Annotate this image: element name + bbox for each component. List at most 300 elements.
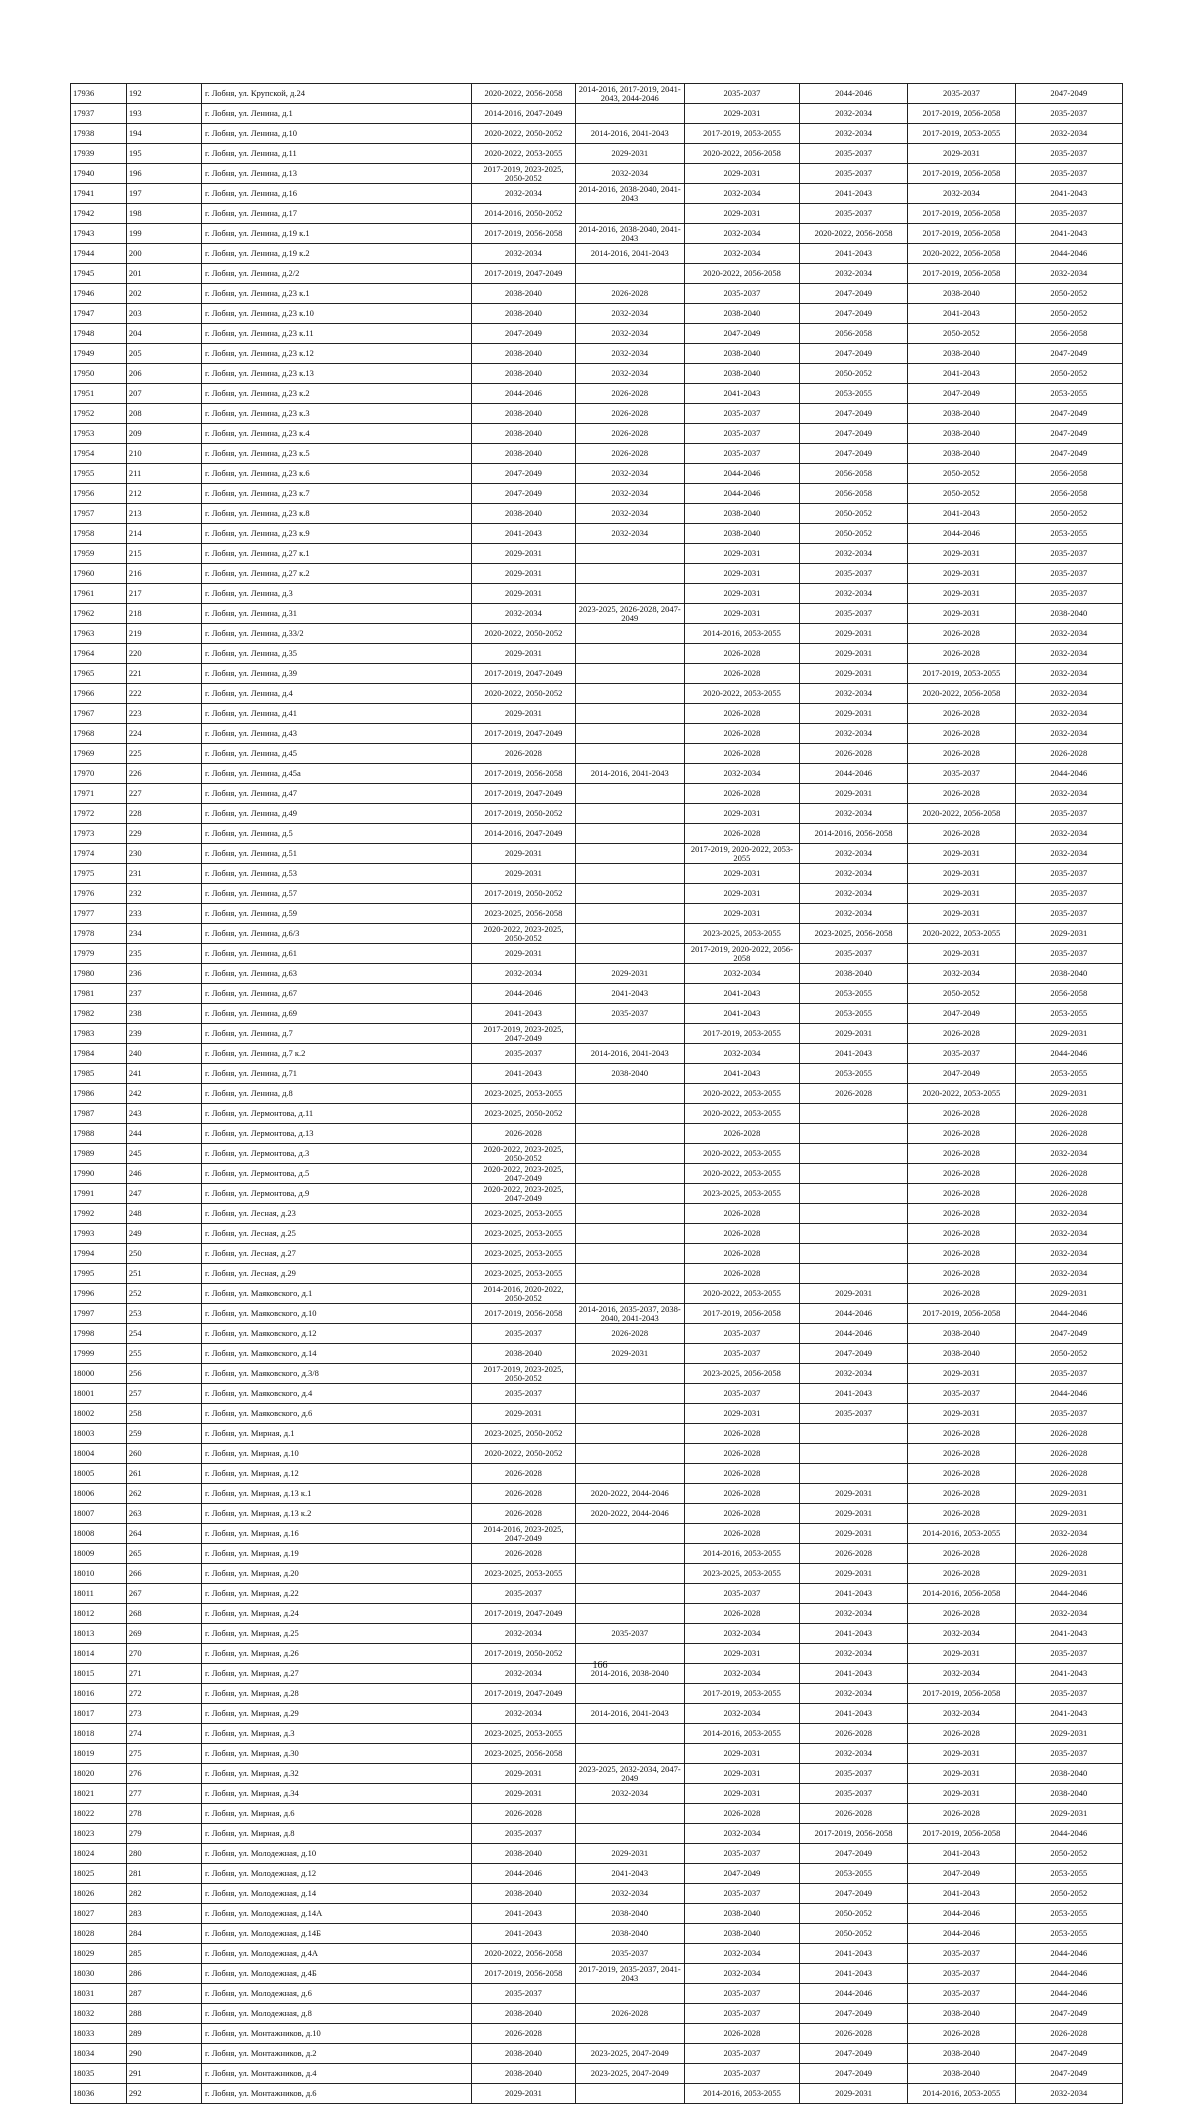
cell-period-1: 2020-2022, 2050-2052	[472, 1444, 575, 1464]
cell-period-4	[799, 1144, 907, 1164]
cell-period-2	[575, 1124, 684, 1144]
cell-period-5: 2035-2037	[908, 1984, 1015, 2004]
cell-period-3: 2041-2043	[684, 1004, 799, 1024]
table-row	[71, 644, 1123, 664]
cell-period-1: 2047-2049	[472, 484, 575, 504]
cell-period-6: 2053-2055	[1015, 1004, 1122, 1024]
cell-period-6: 2044-2046	[1015, 764, 1122, 784]
cell-period-2	[575, 564, 684, 584]
cell-period-4: 2032-2034	[799, 544, 907, 564]
cell-period-4: 2014-2016, 2056-2058	[799, 824, 907, 844]
cell-period-2	[575, 1464, 684, 1484]
cell-period-1: 2041-2043	[472, 1064, 575, 1084]
cell-period-6: 2047-2049	[1015, 2064, 1122, 2084]
cell-period-4: 2029-2031	[799, 1504, 907, 1524]
cell-period-2	[575, 1804, 684, 1824]
cell-row-number: 18004	[71, 1444, 127, 1464]
cell-period-4: 2041-2043	[799, 244, 907, 264]
cell-period-3: 2020-2022, 2053-2055	[684, 684, 799, 704]
cell-item-number: 234	[126, 924, 201, 944]
table-row	[71, 84, 1123, 104]
cell-period-2	[575, 824, 684, 844]
cell-period-1: 2017-2019, 2047-2049	[472, 724, 575, 744]
cell-address: г. Лобня, ул. Ленина, д.2/2	[201, 264, 472, 284]
cell-period-6: 2044-2046	[1015, 1824, 1122, 1844]
cell-period-5: 2026-2028	[908, 624, 1015, 644]
cell-period-3: 2035-2037	[684, 2004, 799, 2024]
cell-row-number: 18019	[71, 1744, 127, 1764]
cell-period-5: 2014-2016, 2053-2055	[908, 2084, 1015, 2104]
cell-row-number: 17955	[71, 464, 127, 484]
cell-row-number: 18016	[71, 1684, 127, 1704]
cell-address: г. Лобня, ул. Ленина, д.35	[201, 644, 472, 664]
table-row	[71, 2024, 1123, 2044]
cell-address: г. Лобня, ул. Ленина, д.5	[201, 824, 472, 844]
cell-period-4: 2056-2058	[799, 324, 907, 344]
cell-address: г. Лобня, ул. Мирная, д.16	[201, 1524, 472, 1544]
cell-period-6: 2026-2028	[1015, 1444, 1122, 1464]
cell-period-4: 2029-2031	[799, 704, 907, 724]
cell-period-6: 2047-2049	[1015, 344, 1122, 364]
table-row	[71, 604, 1123, 624]
cell-period-2	[575, 684, 684, 704]
cell-address: г. Лобня, ул. Ленина, д.13	[201, 164, 472, 184]
cell-period-6: 2032-2034	[1015, 1264, 1122, 1284]
cell-row-number: 18036	[71, 2084, 127, 2104]
cell-period-1: 2020-2022, 2023-2025, 2050-2052	[472, 924, 575, 944]
cell-period-6: 2050-2052	[1015, 1844, 1122, 1864]
cell-period-5: 2047-2049	[908, 1864, 1015, 1884]
cell-address: г. Лобня, ул. Маяковского, д.12	[201, 1324, 472, 1344]
cell-period-5: 2026-2028	[908, 1264, 1015, 1284]
cell-period-4: 2053-2055	[799, 1064, 907, 1084]
cell-period-6: 2032-2034	[1015, 1524, 1122, 1544]
cell-period-4: 2017-2019, 2056-2058	[799, 1824, 907, 1844]
cell-address: г. Лобня, ул. Молодежная, д.4Б	[201, 1964, 472, 1984]
cell-period-2: 2017-2019, 2035-2037, 2041-2043	[575, 1964, 684, 1984]
cell-period-3: 2026-2028	[684, 1804, 799, 1824]
cell-row-number: 18010	[71, 1564, 127, 1584]
cell-period-5: 2029-2031	[908, 1764, 1015, 1784]
cell-period-4: 2053-2055	[799, 384, 907, 404]
cell-item-number: 261	[126, 1464, 201, 1484]
cell-item-number: 263	[126, 1504, 201, 1524]
cell-address: г. Лобня, ул. Ленина, д.47	[201, 784, 472, 804]
table-row	[71, 304, 1123, 324]
table-row	[71, 224, 1123, 244]
cell-period-2: 2035-2037	[575, 1004, 684, 1024]
cell-period-2	[575, 884, 684, 904]
table-row	[71, 2084, 1123, 2104]
cell-address: г. Лобня, ул. Мирная, д.13 к.1	[201, 1484, 472, 1504]
cell-item-number: 204	[126, 324, 201, 344]
cell-period-3: 2032-2034	[684, 1044, 799, 1064]
cell-period-4: 2032-2034	[799, 584, 907, 604]
cell-period-1: 2023-2025, 2053-2055	[472, 1264, 575, 1284]
cell-item-number: 201	[126, 264, 201, 284]
cell-address: г. Лобня, ул. Ленина, д.1	[201, 104, 472, 124]
cell-item-number: 223	[126, 704, 201, 724]
cell-row-number: 18026	[71, 1884, 127, 1904]
cell-period-4: 2032-2034	[799, 264, 907, 284]
cell-period-2: 2035-2037	[575, 1624, 684, 1644]
cell-period-5: 2041-2043	[908, 1884, 1015, 1904]
cell-period-2	[575, 1744, 684, 1764]
cell-item-number: 291	[126, 2064, 201, 2084]
cell-period-3: 2029-2031	[684, 104, 799, 124]
cell-period-1: 2014-2016, 2047-2049	[472, 824, 575, 844]
cell-period-2: 2035-2037	[575, 1944, 684, 1964]
cell-period-1: 2041-2043	[472, 1004, 575, 1024]
cell-period-1: 2017-2019, 2047-2049	[472, 1604, 575, 1624]
cell-row-number: 18008	[71, 1524, 127, 1544]
cell-period-4: 2044-2046	[799, 1984, 907, 2004]
cell-period-1: 2014-2016, 2050-2052	[472, 204, 575, 224]
cell-period-6: 2038-2040	[1015, 1784, 1122, 1804]
cell-address: г. Лобня, ул. Ленина, д.51	[201, 844, 472, 864]
cell-period-3: 2032-2034	[684, 1664, 799, 1684]
cell-item-number: 229	[126, 824, 201, 844]
cell-row-number: 17966	[71, 684, 127, 704]
cell-address: г. Лобня, ул. Мирная, д.6	[201, 1804, 472, 1824]
cell-address: г. Лобня, ул. Ленина, д.27 к.2	[201, 564, 472, 584]
table-row	[71, 1204, 1123, 1224]
cell-period-5: 2041-2043	[908, 364, 1015, 384]
cell-item-number: 279	[126, 1824, 201, 1844]
cell-period-2	[575, 1404, 684, 1424]
cell-period-4: 2035-2037	[799, 144, 907, 164]
cell-row-number: 17959	[71, 544, 127, 564]
table-row	[71, 124, 1123, 144]
cell-address: г. Лобня, ул. Мирная, д.10	[201, 1444, 472, 1464]
cell-period-2: 2032-2034	[575, 484, 684, 504]
cell-item-number: 271	[126, 1664, 201, 1684]
cell-address: г. Лобня, ул. Молодежная, д.10	[201, 1844, 472, 1864]
cell-period-5: 2032-2034	[908, 1704, 1015, 1724]
cell-period-2: 2029-2031	[575, 964, 684, 984]
cell-period-5: 2017-2019, 2056-2058	[908, 264, 1015, 284]
cell-period-1: 2026-2028	[472, 1464, 575, 1484]
cell-period-1: 2032-2034	[472, 1664, 575, 1684]
cell-address: г. Лобня, ул. Молодежная, д.6	[201, 1984, 472, 2004]
table-row	[71, 1304, 1123, 1324]
cell-item-number: 253	[126, 1304, 201, 1324]
cell-period-6: 2044-2046	[1015, 1984, 1122, 2004]
cell-period-2	[575, 2084, 684, 2104]
cell-item-number: 231	[126, 864, 201, 884]
cell-period-6: 2026-2028	[1015, 1104, 1122, 1124]
cell-period-4: 2035-2037	[799, 944, 907, 964]
cell-period-5: 2041-2043	[908, 1844, 1015, 1864]
cell-address: г. Лобня, ул. Мирная, д.3	[201, 1724, 472, 1744]
cell-item-number: 210	[126, 444, 201, 464]
cell-period-6: 2032-2034	[1015, 264, 1122, 284]
cell-period-2: 2032-2034	[575, 524, 684, 544]
cell-period-1: 2014-2016, 2023-2025, 2047-2049	[472, 1524, 575, 1544]
cell-address: г. Лобня, ул. Мирная, д.24	[201, 1604, 472, 1624]
table-row	[71, 1584, 1123, 1604]
cell-period-1: 2032-2034	[472, 184, 575, 204]
cell-item-number: 265	[126, 1544, 201, 1564]
cell-period-5: 2038-2040	[908, 444, 1015, 464]
cell-item-number: 207	[126, 384, 201, 404]
cell-row-number: 17960	[71, 564, 127, 584]
cell-period-3: 2038-2040	[684, 504, 799, 524]
cell-period-3: 2020-2022, 2053-2055	[684, 1164, 799, 1184]
cell-row-number: 17998	[71, 1324, 127, 1344]
cell-period-6: 2029-2031	[1015, 1504, 1122, 1524]
cell-period-5: 2029-2031	[908, 1404, 1015, 1424]
cell-period-6: 2032-2034	[1015, 664, 1122, 684]
cell-item-number: 209	[126, 424, 201, 444]
cell-row-number: 18027	[71, 1904, 127, 1924]
cell-address: г. Лобня, ул. Ленина, д.23 к.11	[201, 324, 472, 344]
cell-address: г. Лобня, ул. Ленина, д.23 к.12	[201, 344, 472, 364]
cell-period-2: 2014-2016, 2038-2040, 2041-2043	[575, 184, 684, 204]
cell-item-number: 247	[126, 1184, 201, 1204]
cell-row-number: 17999	[71, 1344, 127, 1364]
cell-address: г. Лобня, ул. Ленина, д.23 к.3	[201, 404, 472, 424]
cell-period-5: 2029-2031	[908, 144, 1015, 164]
cell-period-2: 2026-2028	[575, 2004, 684, 2024]
cell-address: г. Лобня, ул. Мирная, д.27	[201, 1664, 472, 1684]
cell-address: г. Лобня, ул. Ленина, д.61	[201, 944, 472, 964]
cell-period-3: 2026-2028	[684, 1524, 799, 1544]
cell-period-6: 2035-2037	[1015, 1684, 1122, 1704]
cell-row-number: 17973	[71, 824, 127, 844]
cell-period-3: 2017-2019, 2053-2055	[684, 1024, 799, 1044]
cell-address: г. Лобня, ул. Мирная, д.32	[201, 1764, 472, 1784]
cell-period-4: 2029-2031	[799, 1284, 907, 1304]
cell-period-2	[575, 584, 684, 604]
table-row	[71, 584, 1123, 604]
cell-item-number: 281	[126, 1864, 201, 1884]
cell-period-6: 2038-2040	[1015, 964, 1122, 984]
cell-period-5: 2029-2031	[908, 1644, 1015, 1664]
cell-address: г. Лобня, ул. Мирная, д.20	[201, 1564, 472, 1584]
cell-period-3: 2041-2043	[684, 384, 799, 404]
cell-period-6: 2053-2055	[1015, 384, 1122, 404]
cell-period-2	[575, 1824, 684, 1844]
cell-address: г. Лобня, ул. Молодежная, д.14Б	[201, 1924, 472, 1944]
table-row	[71, 684, 1123, 704]
cell-item-number: 217	[126, 584, 201, 604]
cell-row-number: 17956	[71, 484, 127, 504]
cell-period-1: 2038-2040	[472, 2044, 575, 2064]
cell-period-1: 2038-2040	[472, 2064, 575, 2084]
cell-period-4	[799, 1424, 907, 1444]
cell-row-number: 17948	[71, 324, 127, 344]
table-row	[71, 624, 1123, 644]
cell-item-number: 272	[126, 1684, 201, 1704]
cell-period-5: 2029-2031	[908, 1744, 1015, 1764]
table-row	[71, 1484, 1123, 1504]
cell-address: г. Лобня, ул. Ленина, д.57	[201, 884, 472, 904]
cell-period-4: 2047-2049	[799, 304, 907, 324]
table-row	[71, 1224, 1123, 1244]
table-row	[71, 1364, 1123, 1384]
cell-period-4: 2047-2049	[799, 284, 907, 304]
cell-period-1: 2023-2025, 2053-2055	[472, 1204, 575, 1224]
cell-period-3: 2035-2037	[684, 404, 799, 424]
cell-item-number: 213	[126, 504, 201, 524]
cell-period-3: 2032-2034	[684, 1964, 799, 1984]
cell-period-3: 2038-2040	[684, 364, 799, 384]
cell-address: г. Лобня, ул. Мирная, д.8	[201, 1824, 472, 1844]
cell-period-4: 2056-2058	[799, 484, 907, 504]
cell-period-3: 2026-2028	[684, 824, 799, 844]
cell-period-5: 2038-2040	[908, 404, 1015, 424]
cell-period-3: 2026-2028	[684, 1424, 799, 1444]
cell-period-2	[575, 1604, 684, 1624]
cell-item-number: 280	[126, 1844, 201, 1864]
cell-period-4: 2038-2040	[799, 964, 907, 984]
cell-item-number: 192	[126, 84, 201, 104]
cell-period-2	[575, 624, 684, 644]
cell-period-3: 2035-2037	[684, 2044, 799, 2064]
cell-period-3: 2026-2028	[684, 664, 799, 684]
cell-item-number: 232	[126, 884, 201, 904]
cell-address: г. Лобня, ул. Ленина, д.71	[201, 1064, 472, 1084]
cell-period-1: 2038-2040	[472, 504, 575, 524]
cell-address: г. Лобня, ул. Ленина, д.63	[201, 964, 472, 984]
cell-address: г. Лобня, ул. Ленина, д.23 к.5	[201, 444, 472, 464]
cell-row-number: 18007	[71, 1504, 127, 1524]
cell-address: г. Лобня, ул. Ленина, д.8	[201, 1084, 472, 1104]
cell-address: г. Лобня, ул. Лесная, д.29	[201, 1264, 472, 1284]
cell-item-number: 215	[126, 544, 201, 564]
cell-period-3: 2032-2034	[684, 244, 799, 264]
cell-period-5: 2026-2028	[908, 1244, 1015, 1264]
cell-item-number: 241	[126, 1064, 201, 1084]
cell-period-2	[575, 844, 684, 864]
cell-period-1: 2029-2031	[472, 944, 575, 964]
cell-address: г. Лобня, ул. Молодежная, д.12	[201, 1864, 472, 1884]
cell-row-number: 18035	[71, 2064, 127, 2084]
cell-row-number: 18033	[71, 2024, 127, 2044]
table-row	[71, 1744, 1123, 1764]
cell-period-1: 2038-2040	[472, 344, 575, 364]
cell-period-5: 2026-2028	[908, 784, 1015, 804]
cell-period-6: 2026-2028	[1015, 1544, 1122, 1564]
cell-row-number: 17983	[71, 1024, 127, 1044]
cell-period-3: 2035-2037	[684, 1384, 799, 1404]
cell-address: г. Лобня, ул. Лермонтова, д.11	[201, 1104, 472, 1124]
cell-period-6: 2032-2034	[1015, 124, 1122, 144]
cell-period-6: 2035-2037	[1015, 944, 1122, 964]
cell-period-6: 2047-2049	[1015, 2044, 1122, 2064]
cell-address: г. Лобня, ул. Ленина, д.39	[201, 664, 472, 684]
cell-period-3: 2026-2028	[684, 1604, 799, 1624]
cell-period-1: 2023-2025, 2050-2052	[472, 1104, 575, 1124]
cell-period-1: 2032-2034	[472, 1624, 575, 1644]
cell-item-number: 257	[126, 1384, 201, 1404]
cell-period-4: 2047-2049	[799, 404, 907, 424]
cell-item-number: 276	[126, 1764, 201, 1784]
cell-period-4: 2047-2049	[799, 1344, 907, 1364]
cell-period-5: 2032-2034	[908, 1624, 1015, 1644]
cell-address: г. Лобня, ул. Мирная, д.1	[201, 1424, 472, 1444]
cell-period-2	[575, 204, 684, 224]
cell-period-3: 2035-2037	[684, 424, 799, 444]
cell-period-6: 2050-2052	[1015, 1344, 1122, 1364]
cell-address: г. Лобня, ул. Ленина, д.17	[201, 204, 472, 224]
cell-period-3: 2017-2019, 2020-2022, 2053-2055	[684, 844, 799, 864]
cell-period-6: 2053-2055	[1015, 1864, 1122, 1884]
cell-row-number: 17941	[71, 184, 127, 204]
cell-period-2: 2023-2025, 2047-2049	[575, 2044, 684, 2064]
cell-period-6: 2041-2043	[1015, 1664, 1122, 1684]
cell-address: г. Лобня, ул. Мирная, д.28	[201, 1684, 472, 1704]
cell-period-6: 2026-2028	[1015, 1424, 1122, 1444]
cell-period-5: 2026-2028	[908, 1144, 1015, 1164]
cell-period-3: 2029-2031	[684, 584, 799, 604]
cell-address: г. Лобня, ул. Ленина, д.23 к.4	[201, 424, 472, 444]
cell-period-6: 2029-2031	[1015, 1564, 1122, 1584]
cell-period-2	[575, 724, 684, 744]
cell-period-4: 2041-2043	[799, 1704, 907, 1724]
cell-period-4: 2035-2037	[799, 164, 907, 184]
cell-period-1: 2023-2025, 2053-2055	[472, 1084, 575, 1104]
cell-row-number: 17996	[71, 1284, 127, 1304]
table-row	[71, 944, 1123, 964]
cell-period-3: 2041-2043	[684, 984, 799, 1004]
cell-period-2: 2014-2016, 2038-2040	[575, 1664, 684, 1684]
cell-period-3: 2026-2028	[684, 724, 799, 744]
cell-row-number: 18028	[71, 1924, 127, 1944]
cell-period-1: 2029-2031	[472, 564, 575, 584]
cell-address: г. Лобня, ул. Ленина, д.23 к.2	[201, 384, 472, 404]
cell-period-6: 2041-2043	[1015, 184, 1122, 204]
cell-row-number: 17990	[71, 1164, 127, 1184]
table-row	[71, 164, 1123, 184]
cell-period-5: 2047-2049	[908, 1064, 1015, 1084]
cell-item-number: 235	[126, 944, 201, 964]
cell-period-3: 2026-2028	[684, 1244, 799, 1264]
cell-period-3: 2035-2037	[684, 1884, 799, 1904]
cell-address: г. Лобня, ул. Монтажников, д.2	[201, 2044, 472, 2064]
cell-period-4: 2029-2031	[799, 784, 907, 804]
cell-period-1: 2017-2019, 2023-2025, 2050-2052	[472, 1364, 575, 1384]
cell-period-1: 2041-2043	[472, 1904, 575, 1924]
cell-item-number: 233	[126, 904, 201, 924]
cell-row-number: 17993	[71, 1224, 127, 1244]
cell-period-5: 2026-2028	[908, 824, 1015, 844]
table-row	[71, 1724, 1123, 1744]
cell-row-number: 18029	[71, 1944, 127, 1964]
cell-row-number: 17951	[71, 384, 127, 404]
cell-period-4: 2032-2034	[799, 124, 907, 144]
cell-row-number: 18009	[71, 1544, 127, 1564]
cell-item-number: 244	[126, 1124, 201, 1144]
cell-period-4: 2026-2028	[799, 744, 907, 764]
cell-row-number: 18025	[71, 1864, 127, 1884]
cell-period-6: 2047-2049	[1015, 404, 1122, 424]
cell-row-number: 17938	[71, 124, 127, 144]
cell-period-6: 2041-2043	[1015, 1624, 1122, 1644]
cell-period-1: 2029-2031	[472, 864, 575, 884]
cell-row-number: 18030	[71, 1964, 127, 1984]
cell-period-5: 2041-2043	[908, 504, 1015, 524]
cell-period-1: 2029-2031	[472, 544, 575, 564]
cell-period-6: 2044-2046	[1015, 244, 1122, 264]
cell-period-6: 2032-2034	[1015, 684, 1122, 704]
cell-period-5: 2038-2040	[908, 1344, 1015, 1364]
cell-period-1: 2014-2016, 2047-2049	[472, 104, 575, 124]
cell-address: г. Лобня, ул. Ленина, д.23 к.6	[201, 464, 472, 484]
cell-address: г. Лобня, ул. Маяковского, д.6	[201, 1404, 472, 1424]
cell-row-number: 18031	[71, 1984, 127, 2004]
